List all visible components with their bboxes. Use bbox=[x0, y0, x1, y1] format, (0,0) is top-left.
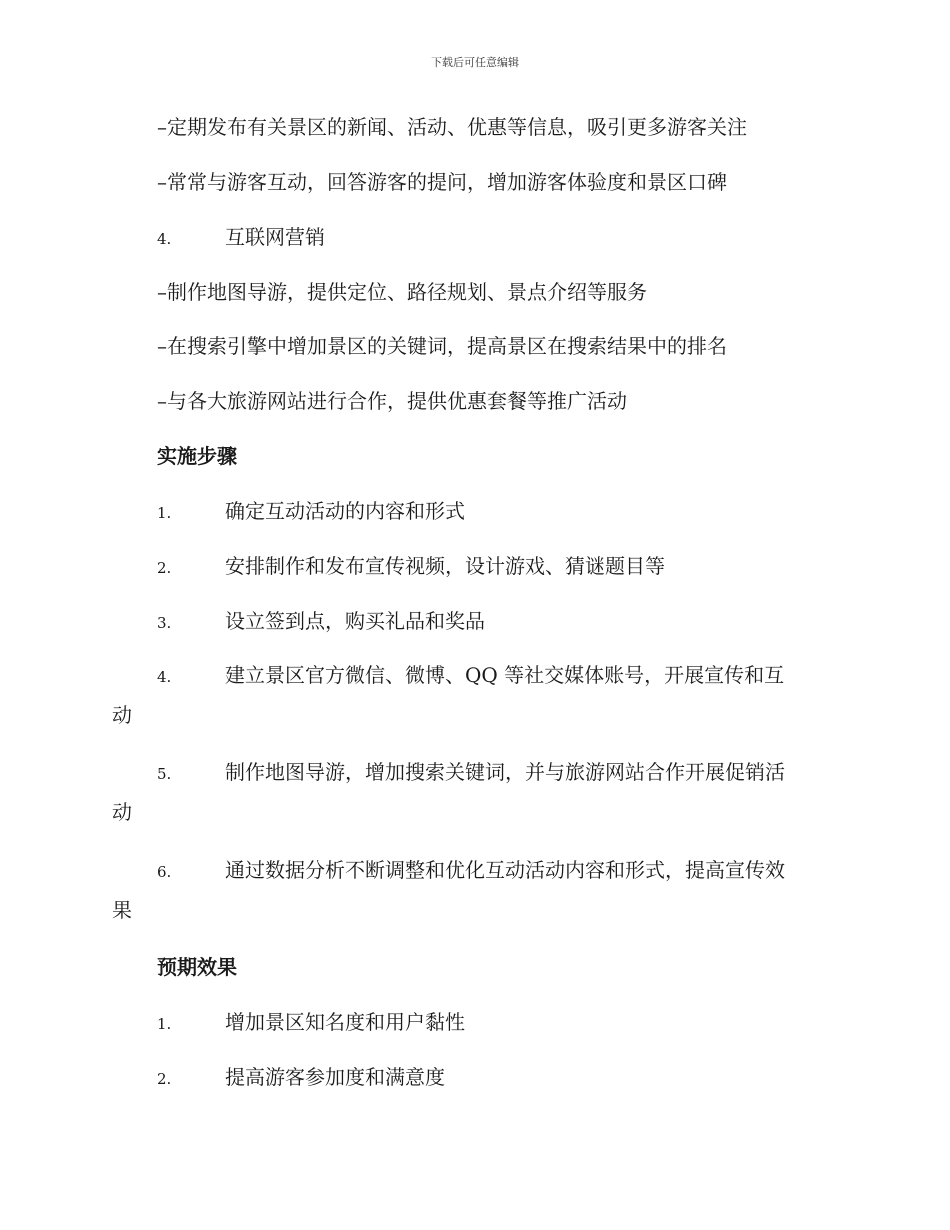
bullet-line: –定期发布有关景区的新闻、活动、优惠等信息，吸引更多游客关注 bbox=[157, 115, 747, 139]
heading-expected-effects: 预期效果 bbox=[157, 955, 237, 979]
list-number: 6. bbox=[157, 863, 172, 881]
list-number: 1. bbox=[157, 504, 172, 522]
list-number: 2. bbox=[157, 559, 172, 577]
list-text: 制作地图导游，增加搜索关键词，并与旅游网站合作开展促销活 bbox=[225, 760, 785, 784]
heading-implementation-steps: 实施步骤 bbox=[157, 444, 237, 468]
list-text-continuation: 动 bbox=[112, 703, 132, 727]
list-text: 安排制作和发布宣传视频，设计游戏、猜谜题目等 bbox=[225, 554, 665, 578]
list-number: 1. bbox=[157, 1015, 172, 1033]
bullet-line: –制作地图导游，提供定位、路径规划、景点介绍等服务 bbox=[157, 280, 647, 304]
list-text: 建立景区官方微信、微博、QQ 等社交媒体账号，开展宣传和互 bbox=[225, 663, 785, 687]
list-text-continuation: 果 bbox=[112, 898, 132, 922]
list-text-continuation: 动 bbox=[112, 800, 132, 824]
list-text: 提高游客参加度和满意度 bbox=[225, 1065, 445, 1089]
list-text: 互联网营销 bbox=[225, 225, 325, 249]
bullet-line: –常常与游客互动，回答游客的提问，增加游客体验度和景区口碑 bbox=[157, 170, 727, 194]
bullet-line: –在搜索引擎中增加景区的关键词，提高景区在搜索结果中的排名 bbox=[157, 334, 727, 358]
header-note: 下载后可任意编辑 bbox=[431, 56, 519, 69]
list-text: 增加景区知名度和用户黏性 bbox=[225, 1010, 465, 1034]
list-number: 3. bbox=[157, 614, 172, 632]
list-number: 4. bbox=[157, 230, 172, 248]
list-text: 通过数据分析不断调整和优化互动活动内容和形式，提高宣传效 bbox=[225, 858, 785, 882]
list-text: 设立签到点，购买礼品和奖品 bbox=[225, 609, 485, 633]
list-number: 4. bbox=[157, 668, 172, 686]
list-text: 确定互动活动的内容和形式 bbox=[225, 499, 465, 523]
list-number: 2. bbox=[157, 1070, 172, 1088]
bullet-line: –与各大旅游网站进行合作，提供优惠套餐等推广活动 bbox=[157, 389, 627, 413]
list-number: 5. bbox=[157, 765, 172, 783]
